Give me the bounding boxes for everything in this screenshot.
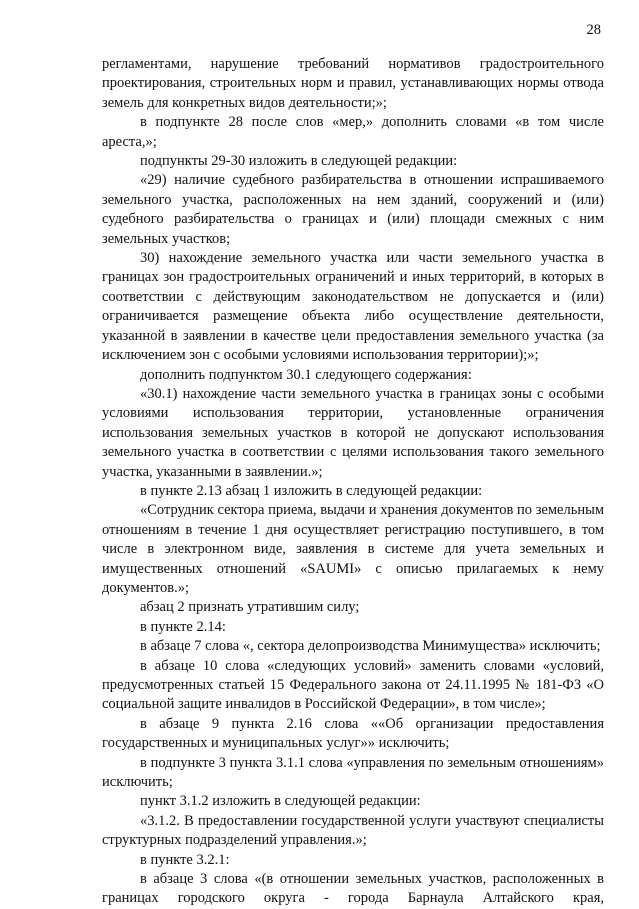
paragraph: в подпункте 3 пункта 3.1.1 слова «управления по земельным отношениям» исключить;: [102, 754, 604, 791]
paragraph: в абзаце 7 слова «, сектора делопроизводства Минимущества» исключить;: [140, 638, 601, 655]
paragraph: «3.1.2. В предоставлении государственной услуги участвуют специалисты структурных подразделений управления.»;: [102, 812, 604, 849]
paragraph: 30) нахождение земельного участка или части земельного участка в границах зон градостроительных ограничений и иных территорий, в которых в соответствии с действующим законодательством не допускается и (или) ограничивается размещение объекта либо осуществление деятельности, указанной в заявлении в качестве цели предоставления земельного участка (за исключением зон с особыми условиями использования территории);»;: [102, 250, 604, 364]
paragraph: регламентами, нарушение требований нормативов градостроительного проектирования, строительных норм и правил, устанавливающих нормы отвода земель для конкретных видов деятельности;»;: [102, 56, 604, 111]
paragraph: дополнить подпунктом 30.1 следующего содержания:: [140, 366, 472, 383]
paragraph: в абзаце 10 слова «следующих условий» заменить словами «условий, предусмотренных статьей 15 Федерального закона от 24.11.1995 № 181-ФЗ «О социальной защите инвалидов в Российской Федерации», в том числе»;: [102, 657, 604, 713]
paragraph: «Сотрудник сектора приема, выдачи и хранения документов по земельным отношениям в течение 1 дня осуществляет регистрацию поступившего, в том числе в электронном виде, заявления в системе для учета земельных и имущественных отношений «SAUMI» с описью прилагаемых к нему документов.»;: [102, 502, 604, 596]
paragraph: абзац 2 признать утратившим силу;: [140, 599, 360, 616]
paragraph: в подпункте 28 после слов «мер,» дополнить словами «в том числе ареста,»;: [102, 114, 604, 150]
page-number: 28: [586, 22, 601, 38]
paragraph: пункт 3.1.2 изложить в следующей редакции:: [140, 793, 421, 810]
document-body: [102, 55, 604, 909]
paragraph: в пункте 3.2.1:: [140, 851, 230, 868]
paragraph: в абзаце 9 пункта 2.16 слова ««Об организации предоставления государственных и муниципальных услуг»» исключить;: [102, 715, 604, 752]
paragraph: в пункте 2.14:: [140, 618, 226, 635]
paragraph: «29) наличие судебного разбирательства в отношении испрашиваемого земельного участка, расположенных на нем зданий, сооружений и (или) судебного разбирательства о границах и (или) площади смежных с ним земельных участков;: [102, 172, 604, 247]
paragraph: в абзаце 3 слова «(в отношении земельных участков, расположенных в границах городского округа - города Барнаула Алтайского края,: [102, 871, 604, 907]
paragraph: в пункте 2.13 абзац 1 изложить в следующей редакции:: [140, 482, 483, 499]
paragraph: подпункты 29-30 изложить в следующей редакции:: [140, 153, 458, 170]
paragraph: «30.1) нахождение части земельного участка в границах зоны с особыми условиями использования территории, установленные ограничения использования земельных участков в которой не допускают использования земельного участка в соответствии с целями использования такого земельного участка, указанными в заявлении.»;: [102, 385, 604, 480]
